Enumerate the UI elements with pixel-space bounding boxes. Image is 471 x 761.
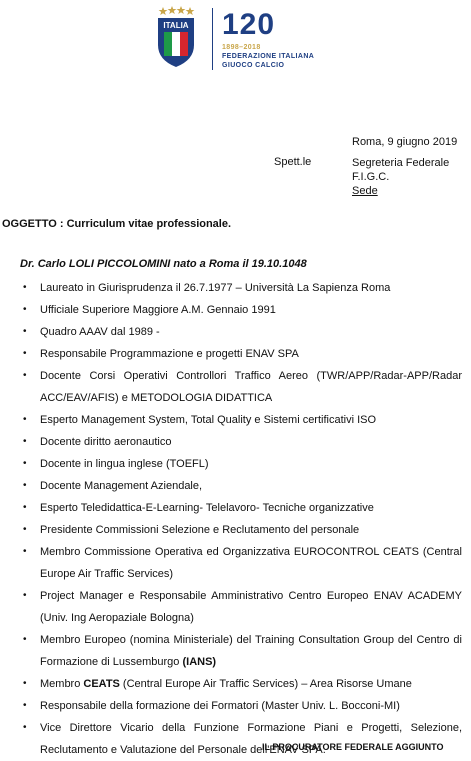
list-item bbox=[23, 519, 462, 541]
list-item bbox=[23, 475, 462, 497]
list-item-text: Membro Commissione Operativa ed Organizzativa EUROCONTROL CEATS (Central Europe Air Traffic Services) bbox=[40, 546, 462, 580]
signature-title: IL PROCURATORE FEDERALE AGGIUNTO bbox=[262, 742, 444, 752]
list-item bbox=[23, 673, 462, 695]
list-item-text: Project Manager e Responsabile Amministrativo Centro Europeo ENAV ACADEMY (Univ. Ing Aeropaziale Bologna) bbox=[40, 590, 462, 624]
list-item-text: Docente Management Aziendale, bbox=[40, 480, 203, 492]
federation-name-line1: FEDERAZIONE ITALIANA bbox=[222, 53, 315, 60]
bullet-icon: • bbox=[23, 326, 27, 337]
bullet-icon: • bbox=[23, 348, 27, 359]
recipient-line: F.I.G.C. bbox=[352, 171, 390, 183]
list-item-text: Responsabile Programmazione e progetti ENAV SPA bbox=[40, 348, 299, 360]
list-item bbox=[23, 409, 462, 431]
bullet-icon: • bbox=[23, 502, 27, 513]
list-item bbox=[23, 299, 462, 321]
list-item-text: Membro CEATS (Central Europe Air Traffic Services) – Area Risorse Umane bbox=[40, 678, 412, 690]
list-item bbox=[23, 343, 462, 365]
centenary-years: 1898–2018 bbox=[222, 44, 261, 51]
bullet-icon: • bbox=[23, 414, 27, 425]
list-item bbox=[23, 497, 462, 519]
recipient-block bbox=[352, 156, 449, 198]
shield-label: ITALIA bbox=[163, 21, 189, 30]
list-item bbox=[23, 365, 462, 409]
list-item bbox=[23, 695, 462, 717]
bullet-icon: • bbox=[23, 524, 27, 535]
subject-value: Curriculum vitae professionale. bbox=[66, 218, 232, 230]
letterhead bbox=[0, 0, 471, 80]
cv-intro: Dr. Carlo LOLI PICCOLOMINI nato a Roma il 19.10.1048 bbox=[20, 258, 307, 270]
list-item bbox=[23, 541, 462, 585]
centenary-number: 120 bbox=[222, 8, 276, 41]
list-item-text: Quadro AAAV dal 1989 - bbox=[40, 326, 160, 338]
list-item-text: Responsabile della formazione dei Formatori (Master Univ. L. Bocconi-MI) bbox=[40, 700, 400, 712]
list-item-text: Presidente Commissioni Selezione e Reclutamento del personale bbox=[40, 524, 360, 536]
federation-name-line2: GIUOCO CALCIO bbox=[222, 62, 285, 69]
list-item-text: Vice Direttore Vicario della Funzione Formazione Piani e Progetti, Selezione, Reclutamento e Valutazione del Personale dell'ENAV SPA. bbox=[40, 722, 462, 756]
bullet-icon: • bbox=[23, 304, 27, 315]
bullet-icon: • bbox=[23, 634, 27, 645]
list-item-text: Laureato in Giurisprudenza il 26.7.1977 – Università La Sapienza Roma bbox=[40, 282, 391, 294]
list-item-text: Docente Corsi Operativi Controllori Traffico Aereo (TWR/APP/Radar-APP/Radar ACC/EAV/AFIS) e METODOLOGIA DIDATTICA bbox=[40, 370, 462, 404]
bullet-icon: • bbox=[23, 436, 27, 447]
list-item bbox=[23, 431, 462, 453]
list-item-text: Esperto Management System, Total Quality e Sistemi certificativi ISO bbox=[40, 414, 377, 426]
recipient-line: Segreteria Federale bbox=[352, 157, 450, 169]
list-item-text: Ufficiale Superiore Maggiore A.M. Gennaio 1991 bbox=[40, 304, 276, 316]
list-item bbox=[23, 629, 462, 673]
recipient-line: Sede bbox=[352, 185, 378, 197]
salutation: Spett.le bbox=[274, 156, 312, 168]
subject-label: OGGETTO : bbox=[2, 218, 64, 230]
bullet-icon: • bbox=[23, 458, 27, 469]
list-item-text: Membro Europeo (nomina Ministeriale) del Training Consultation Group del Centro di Formazione di Lussemburgo (IANS) bbox=[40, 634, 462, 668]
logo-divider bbox=[212, 8, 213, 70]
list-item-text: Esperto Teledidattica-E-Learning- Telelavoro- Tecniche organizzative bbox=[40, 502, 374, 514]
list-item bbox=[23, 453, 462, 475]
bullet-icon: • bbox=[23, 480, 27, 491]
bullet-icon: • bbox=[23, 678, 27, 689]
bullet-icon: • bbox=[23, 546, 27, 557]
list-item bbox=[23, 717, 462, 761]
bullet-icon: • bbox=[23, 700, 27, 711]
bullet-icon: • bbox=[23, 370, 27, 381]
bullet-icon: • bbox=[23, 722, 27, 733]
letter-date: Roma, 9 giugno 2019 bbox=[352, 136, 458, 148]
subject-line bbox=[2, 218, 231, 230]
list-item bbox=[23, 585, 462, 629]
list-item-text: Docente in lingua inglese (TOEFL) bbox=[40, 458, 209, 470]
bullet-icon: • bbox=[23, 590, 27, 601]
bullet-icon: • bbox=[23, 282, 27, 293]
list-item bbox=[23, 277, 462, 299]
list-item bbox=[23, 321, 462, 343]
cv-list bbox=[23, 277, 462, 761]
list-item-text: Docente diritto aeronautico bbox=[40, 436, 172, 448]
figc-shield-logo bbox=[155, 5, 197, 69]
